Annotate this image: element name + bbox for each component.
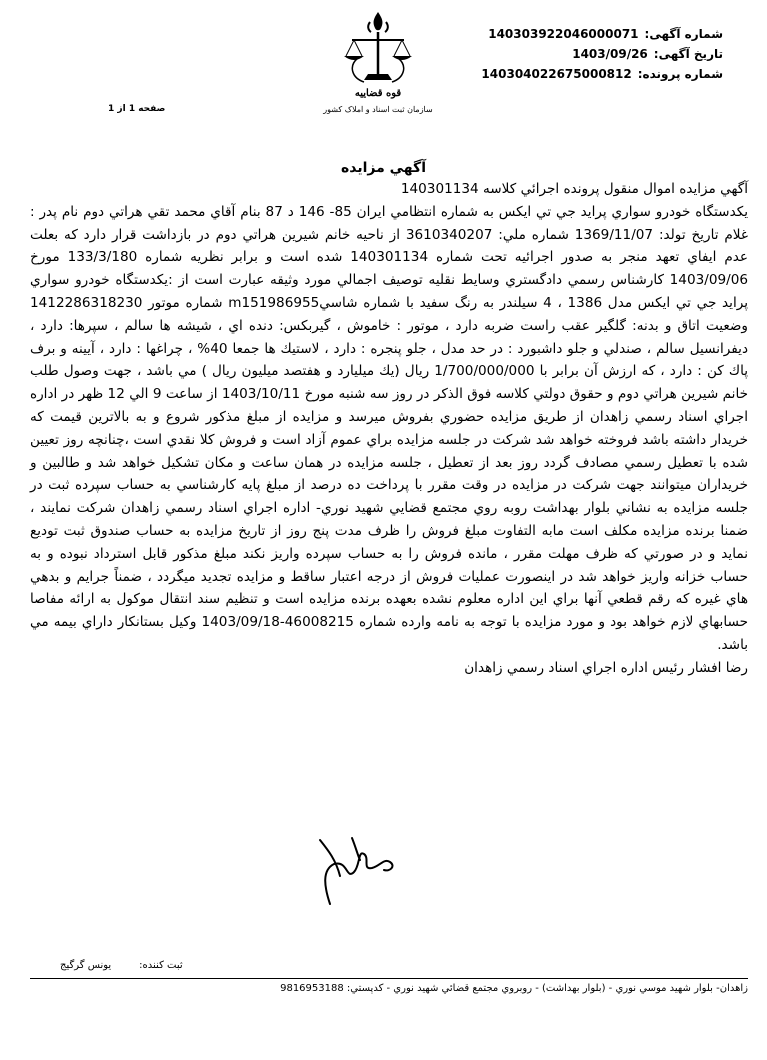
emblem-subtitle: سازمان ثبت اسناد و املاک کشور xyxy=(323,105,433,114)
registrar-line xyxy=(30,960,748,971)
ad-number: 140303922046000071 xyxy=(488,27,639,41)
address-text: زاهدان- بلوار شهيد موسي نوري - (بلوار بهداشت) - روبروي مجتمع قضائي شهيد نوري - كدپستي: xyxy=(346,983,748,994)
notice-signatory: رضا افشار رئيس اداره اجراي اسناد رسمي زاهدان xyxy=(464,659,748,676)
ad-date-label: تاریخ آگهی: xyxy=(653,47,723,61)
notice-heading-line: آگهي مزايده اموال منقول پرونده اجرائي كلاسه 140301134 xyxy=(400,181,748,197)
postal-code: 9816953188 xyxy=(280,983,344,994)
notice-paragraph: يكدستگاه خودرو سواري پرايد جي تي ايكس به شماره انتظامي ايران 85- 146 د 87 بنام آقاي محمد تقي هراتي دوم نام پدر : غلام تاريخ تولد: 1369/11/07 شماره ملي: 3610340207 از ناحيه خانم شيرين هراتي دوم در بازداشت قرار دارد كه بعلت عدم ايفاي تعهد منجر به صدور اجرائيه تحت شماره 140301134 شده است و برابر نظريه شماره 133/3/180 مورخ 1403/09/06 كارشناس رسمي دادگستري وسايط نقليه توصيف اجمالي مورد وثيقه عبارت است از :يكدستگاه خودرو سواري پرايد جي تي ايكس مدل 1386 ، 4 سيلندر به رنگ سفيد با شماره شاسيm151986955 شماره موتور 1412286318230 وضعيت اتاق و بدنه: گلگير عقب راست ضربه دارد ، موتور : خاموش ، گيربكس: دنده اي ، شيشه ها سالم ، سپرها: دارد ، ديفرانسيل سالم ، صندلي و جلو داشبورد : در حد مدل ، جلو پنجره : دارد ، لاستيك ها جمعا 40% ، چراغها : دارد ، آيينه و برف پاك كن : دارد ، كه ارزش آن برابر با 1/700/000/000 ريال (يك ميليارد و هفتصد ميليون ريال ) مي باشد ، جهت وصول طلب خانم شيرين هراتي دوم و حقوق دولتي كلاسه فوق الذكر در روز سه شنبه مورخ 1403/10/11 از ساعت 9 الي 12 ظهر در اداره اجراي اسناد رسمي زاهدان از طريق مزايده حضوري بفروش ميرسد و مزايده از مبلغ مذكور شروع و به بالاترين قيمت كه خريدار داشته باشد فروخته خواهد شد شركت در جلسه مزايده براي عموم آزاد است و فروش كلا نقدي است ،چنانچه روز تعيين شده با تعطيل رسمي مصادف گردد روز بعد از تعطيل ، جلسه مزايده در همان ساعت و مكان تشكيل خواهد شد و طالبين و خريداران ميتوانند جهت شركت در مزايده در وقت مقرر با پرداخت ده درصد از مبلغ پايه كارشناسي به حساب سپرده ثبت در جلسه مزايده به نشاني بلوار بهداشت روبه روي مجتمع قضايي شهيد نوري- اداره اجراي اسناد رسمي زاهدان شركت نمايند ، ضمنا برنده مزايده مكلف است مابه التفاوت مبلغ فروش را ظرف مدت پنج روز از تاريخ مزايده به حساب صندوق ثبت توديع نمايد و در صورتي كه ظرف مهلت مقرر ، مانده فروش را به حساب سپرده واريز نكند مبلغ مذكور قابل استرداد نبوده و به حساب خزانه واريز خواهد شد در اينصورت عمليات فروش از درجه اعتبار ساقط و مزايده تجديد ميگردد ، ضمناً جرايم و بدهي هاي غيره كه رقم قطعي آنها براي اين اداره معلوم نشده بعهده برنده مزايده است و تنظيم سند انتقال موكول به ارائه مفاصا حسابهاي لازم خواهد بود و مورد مزايده با توجه به نامه وارده شماره 46008215-1403/09/18 وكيل بستانكار داراي بيمه مي باشد. xyxy=(30,203,749,653)
ad-number-label: شماره آگهی: xyxy=(644,27,723,41)
ad-number-row xyxy=(403,24,723,44)
notice-body xyxy=(30,178,748,680)
page-indicator: صفحه 1 از 1 xyxy=(108,104,166,114)
office-address xyxy=(30,978,748,994)
emblem-title: قوه قضاییه xyxy=(354,88,402,99)
case-number-row xyxy=(403,64,723,84)
registrar-label: ثبت کننده: xyxy=(139,960,183,971)
handwritten-signature-icon xyxy=(300,820,410,910)
case-number: 140304022675000812 xyxy=(481,67,632,81)
ad-date: 1403/09/26 xyxy=(572,47,648,61)
ad-metadata xyxy=(403,24,723,84)
case-number-label: شماره پرونده: xyxy=(637,67,723,81)
page-title: آگهي مزايده xyxy=(340,160,426,176)
judiciary-emblem-icon xyxy=(318,8,438,120)
ad-date-row xyxy=(403,44,723,64)
registrar-name: یونس گرگیج xyxy=(60,960,112,971)
